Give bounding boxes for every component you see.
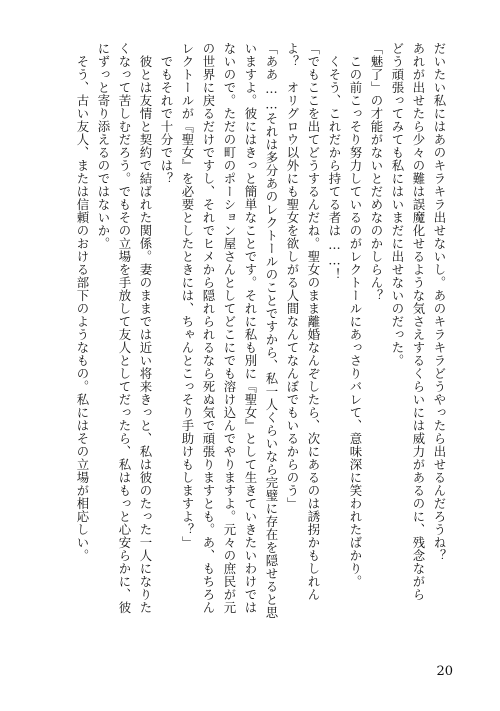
text-line: でもそれで十分では？ — [159, 42, 174, 185]
text-line: 「ああ……それは多分あのレクトールのことですから、私一人くらいなら完璧に存在を隠せると思 — [264, 42, 279, 620]
text-line: だいたい私にはあのキラキラ出せないし。あのキラキラどうやったら出せるんだろうね？ — [432, 42, 447, 562]
text-line: レクトールが『聖女』を必要としたときには、ちゃんとこっそり手助けもしますよ？」 — [180, 42, 195, 549]
text-line: どう頑張ってみても私にはいまだに出せないのだった。 — [390, 42, 405, 367]
text-line: 彼とは友情と契約で結ばれた関係。妻のままでは近い将来きっと、私は彼のたった一人になりた — [138, 42, 153, 614]
text-line: あれが出せたら少々の難は誤魔化せるような気さえするくらいには威力があるのに、残念ながら — [411, 42, 426, 601]
page-number: 20 — [436, 664, 453, 679]
text-line: にずっと寄り添えるのではないか。 — [96, 42, 111, 250]
text-line: 「魅了」の才能がないとだめなのかしらん？ — [369, 42, 384, 302]
text-line: そう、古い友人、または信頼のおける部下のようなもの。私にはその立場が相応しい。 — [75, 42, 90, 562]
text-line: この前こっそり努力しているのがレクトールにあっさりバレて、意味深に笑われたばかり。 — [348, 42, 363, 588]
text-line: くそう、これだから持てる者は……！ — [327, 42, 342, 282]
text-line: よ？ オリグロウ以外にも聖女を欲しがる人間なんてなんぼでもいるからのう」 — [285, 42, 300, 510]
body-text — [38, 42, 450, 648]
text-line: くなって苦しむだろう。でもその立場を手放して友人としてだったら、私はもっと心安らかに、彼 — [117, 42, 132, 614]
text-line: 「でもここを出てどうするんだね。聖女のまま離婚なんぞしたら、次にあるのは誘拐かもしれん — [306, 42, 321, 601]
text-line: いますよ。彼にはきっと簡単なことです。それに私も別に『聖女』として生きていきたいわけでは — [243, 42, 258, 614]
text-line: ないので。ただの町のポーション屋さんとしてどこにでも溶け込んでやりますよ。元々の庶民が元 — [222, 42, 237, 614]
text-line: の世界に戻るだけですし、それでヒメから隠れられるなら死ぬ気で頑張りますとも。あ、もちろん — [201, 42, 216, 614]
